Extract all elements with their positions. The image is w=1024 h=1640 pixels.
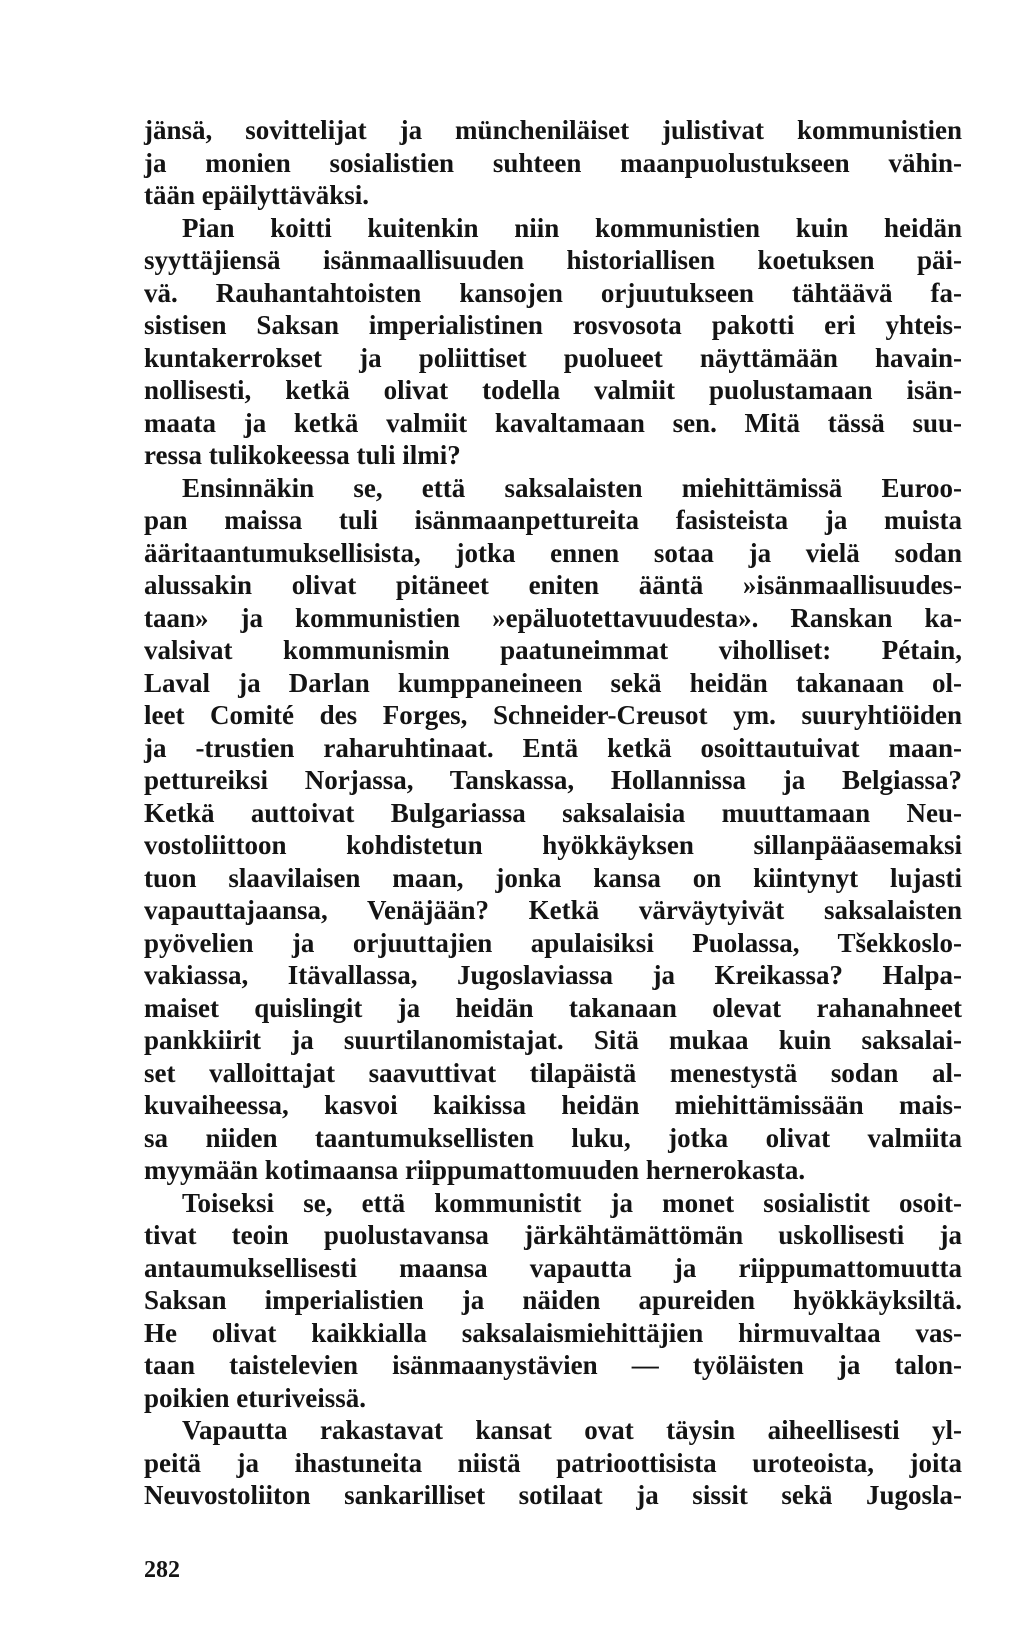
text-line: Vapautta rakastavat kansat ovat täysin aiheellisesti yl-: [182, 1415, 962, 1445]
text-line: Pian koitti kuitenkin niin kommunistien kuin heidän: [182, 212, 962, 243]
text-line: poikien eturiveissä.: [144, 1382, 367, 1413]
text-line: tuon slaavilaisen maan, jonka kansa on kiintynyt lujasti: [144, 862, 962, 893]
text-line: kuntakerrokset ja poliittiset puolueet näyttämään havain-: [144, 342, 962, 373]
text-line: pettureiksi Norjassa, Tanskassa, Hollannissa ja Belgiassa?: [144, 765, 962, 795]
text-line: tään epäilyttäväksi.: [144, 180, 370, 210]
text-line: set valloittajat saavuttivat tilapäistä menestystä sodan al-: [144, 1057, 962, 1088]
text-line: vä. Rauhantahtoisten kansojen orjuutukseen tähtäävä fa-: [144, 277, 962, 308]
text-line: ressa tulikokeessa tuli ilmi?: [144, 440, 461, 470]
text-line: Saksan imperialistien ja näiden apureiden hyökkäyksiltä.: [144, 1285, 962, 1315]
text-line: peitä ja ihastuneita niistä patrioottisista uroteoista, joita: [144, 1447, 962, 1478]
text-line: ja -trustien raharuhtinaat. Entä ketkä osoittautuivat maan-: [144, 732, 962, 763]
text-line: Ketkä auttoivat Bulgariassa saksalaisia muuttamaan Neu-: [144, 797, 962, 828]
text-line: syyttäjiensä isänmaallisuuden historiallisen koetuksen päi-: [144, 245, 962, 275]
body-text: [144, 114, 962, 1512]
text-line: sistisen Saksan imperialistinen rosvosota pakotti eri yhteis-: [144, 310, 962, 340]
text-line: Neuvostoliiton sankarilliset sotilaat ja sissit sekä Jugosla-: [144, 1480, 962, 1510]
text-line: maata ja ketkä valmiit kavaltamaan sen. Mitä tässä suu-: [144, 407, 962, 438]
text-line: ja monien sosialistien suhteen maanpuolustukseen vähin-: [144, 147, 962, 178]
text-line: Toiseksi se, että kommunistit ja monet sosialistit osoit-: [182, 1187, 962, 1218]
text-line: myymään kotimaansa riippumattomuuden hernerokasta.: [144, 1155, 806, 1185]
text-line: kuvaiheessa, kasvoi kaikissa heidän miehittämissään mais-: [144, 1090, 962, 1120]
text-line: vostoliittoon kohdistetun hyökkäyksen sillanpääasemaksi: [144, 830, 962, 860]
text-line: Laval ja Darlan kumppaneineen sekä heidän takanaan ol-: [144, 667, 962, 698]
text-line: alussakin olivat pitäneet eniten ääntä »isänmaallisuudes-: [144, 570, 962, 600]
text-line: taan» ja kommunistien »epäluotettavuudesta». Ranskan ka-: [144, 602, 962, 633]
text-line: antaumuksellisesti maansa vapautta ja riippumattomuutta: [144, 1252, 962, 1283]
text-line: pyövelien ja orjuuttajien apulaisiksi Puolassa, Tšekkoslo-: [144, 927, 962, 958]
text-line: tivat teoin puolustavansa järkähtämättömän uskollisesti ja: [144, 1220, 962, 1250]
text-line: pankkiirit ja suurtilanomistajat. Sitä mukaa kuin saksalai-: [144, 1025, 962, 1055]
text-line: He olivat kaikkialla saksalaismiehittäjien hirmuvaltaa vas-: [144, 1317, 962, 1348]
text-line: pan maissa tuli isänmaanpettureita fasisteista ja muista: [144, 505, 962, 535]
text-line: vakiassa, Itävallassa, Jugoslaviassa ja Kreikassa? Halpa-: [144, 960, 962, 990]
text-line: maiset quislingit ja heidän takanaan olevat rahanahneet: [144, 992, 962, 1023]
text-line: jänsä, sovittelijat ja müncheniläiset julistivat kommunistien: [144, 115, 962, 145]
page-number: 282: [144, 1557, 180, 1583]
text-line: leet Comité des Forges, Schneider-Creusot ym. suuryhtiöiden: [144, 700, 962, 730]
text-line: Ensinnäkin se, että saksalaisten miehittämissä Euroo-: [182, 472, 962, 503]
text-line: taan taistelevien isänmaanystävien — työläisten ja talon-: [144, 1350, 962, 1380]
text-line: sa niiden taantumuksellisten luku, jotka olivat valmiita: [144, 1122, 962, 1153]
text-line: nollisesti, ketkä olivat todella valmiit puolustamaan isän-: [144, 375, 962, 405]
text-line: ääritaantumuksellisista, jotka ennen sotaa ja vielä sodan: [144, 537, 962, 568]
text-line: valsivat kommunismin paatuneimmat viholliset: Pétain,: [144, 635, 962, 665]
text-line: vapauttajaansa, Venäjään? Ketkä värväytyivät saksalaisten: [144, 895, 962, 925]
